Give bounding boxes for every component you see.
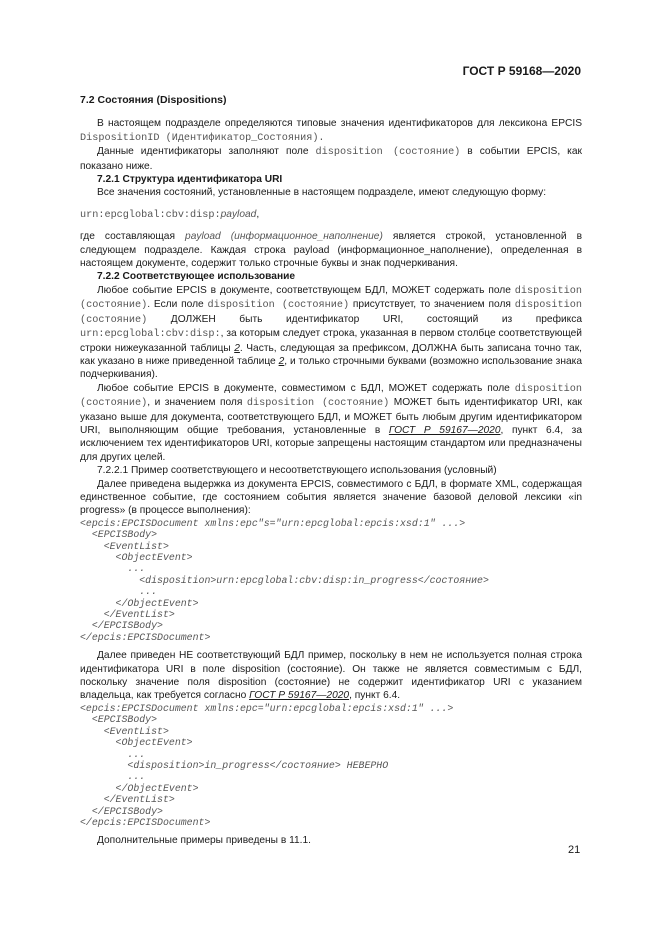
code-line: </ObjectEvent> — [80, 597, 199, 609]
subsection-title-7-2-1: 7.2.1 Структура идентификатора URI — [97, 174, 283, 186]
s722-paragraph-2: Любое событие EPCIS в документе, совместимом с БДЛ, МОЖЕТ содержать поле disposition (состояние), и значением поля disposition (состояние) МОЖЕТ быть идентификатор URI, как указано выше для документа, соответствующего БДЛ, и МОЖЕТ быть любым другим идентификатором URI, выполняющим общие требования, установленные в ГОСТ Р 59167—2020, пункт 6.4, за исключением тех идентификаторов URI, которые запрещены настоящим стандартом или предназначены для других целей. — [80, 382, 582, 463]
subsection-title-7-2-2: 7.2.2 Соответствующее использование — [97, 271, 296, 283]
code-line: </ObjectEvent> — [80, 782, 199, 794]
code-line: <ObjectEvent> — [80, 737, 193, 749]
code-line: <ObjectEvent> — [80, 552, 193, 563]
code-line: </EPCISBody> — [80, 805, 163, 817]
code-line: ... — [80, 771, 146, 783]
xml-example-conforming — [80, 518, 582, 643]
code-line: </EventList> — [80, 794, 175, 806]
code-line: <disposition>urn:epcglobal:cbv:disp:in_progress</состояние> — [80, 574, 489, 586]
intro-paragraph-1: В настоящем подразделе определяются типовые значения идентификаторов для лексикона EPCIS DispositionID (Идентификатор_Состояния). — [80, 118, 582, 144]
code-line: <epcis:EPCISDocument xmlns:epc="urn:epcglobal:epcis:xsd:1" ...> — [80, 702, 454, 714]
code-line: </EventList> — [80, 609, 175, 621]
code-line: <EPCISBody> — [80, 529, 158, 541]
document-id: ГОСТ Р 59168—2020 — [462, 64, 581, 78]
section-title: 7.2 Состояния (Dispositions) — [80, 94, 227, 106]
s7221-paragraph-1: Далее приведена выдержка из документа EPCIS, совместимого с БДЛ, в формате XML, содержащая единственное событие, где состоянием события является значение базовой деловой лексики «in progress» (в процессе выполнения): — [80, 478, 582, 517]
code-line: ... — [80, 748, 146, 760]
gost-reference-link[interactable]: ГОСТ Р 59167—2020 — [249, 690, 350, 702]
code-line: </epcis:EPCISDocument> — [80, 816, 211, 828]
gost-reference-link[interactable]: ГОСТ Р 59167—2020 — [388, 424, 501, 436]
code-line: <EPCISBody> — [80, 714, 158, 726]
s721-paragraph-2: где составляющая payload (информационное_наполнение) является строкой, установленной в следующем подразделе. Каждая строка payload (информационное_наполнение), определенная в настоящем документе, содержит только строчные буквы и знак подчеркивания. — [80, 231, 582, 270]
code-line: <EventList> — [80, 540, 169, 552]
s722-paragraph-1: Любое событие EPCIS в документе, соответствующем БДЛ, МОЖЕТ содержать поле disposition (состояние). Если поле disposition (состояние) присутствует, то значением поля disposition (состояние) ДОЛЖЕН быть идентификатор URI, состоящий из префикса urn:epcglobal:cbv:disp:, за которым следует строка, указанная в первом столбце соответствующей строки нижеуказанной таблицы 2. Часть, следующая за префиксом, ДОЛЖНА быть записана точно так, как указано в ниже приведенной таблице 2, и только строчными буквами (возможно использование знака подчеркивания). — [80, 284, 582, 381]
table-2-link[interactable]: 2 — [278, 355, 285, 367]
intro-paragraph-2: Данные идентификаторы заполняют поле disposition (состояние) в событии EPCIS, как показано ниже. — [80, 146, 582, 172]
s7221-paragraph-2: Далее приведен НЕ соответствующий БДЛ пример, поскольку в нем не используется полная строка идентификатора URI в поле disposition (состояние). Он также не является совместимым с БДЛ, поскольку значение поля disposition (состояние) не содержит идентификатор URI с указанием владельца, как требуется согласно ГОСТ Р 59167—2020, пункт 6.4. — [80, 650, 582, 702]
subsection-title-7-2-2-1: 7.2.2.1 Пример соответствующего и несоответствующего использования (условный) — [97, 465, 497, 477]
page-content — [80, 90, 582, 848]
code-line: ... — [80, 563, 146, 575]
s7221-paragraph-3: Дополнительные примеры приведены в 11.1. — [97, 835, 311, 847]
code-line: <epcis:EPCISDocument xmlns:epc"s="urn:epcglobal:epcis:xsd:1" ...> — [80, 517, 466, 529]
code-line: <EventList> — [80, 725, 169, 737]
code-line: ... — [80, 586, 158, 598]
code-line: <disposition>in_progress</состояние> НЕВЕРНО — [80, 759, 389, 771]
code-line: </epcis:EPCISDocument> — [80, 631, 211, 643]
code-line: </EPCISBody> — [80, 620, 163, 632]
uri-form: urn:epcglobal:cbv:disp:payload, — [80, 208, 260, 221]
s721-paragraph-1: Все значения состояний, установленные в настоящем подразделе, имеют следующую форму: — [97, 187, 547, 199]
page-number: 21 — [568, 844, 581, 856]
table-2-link[interactable]: 2 — [234, 342, 240, 354]
xml-example-nonconforming — [80, 703, 582, 828]
